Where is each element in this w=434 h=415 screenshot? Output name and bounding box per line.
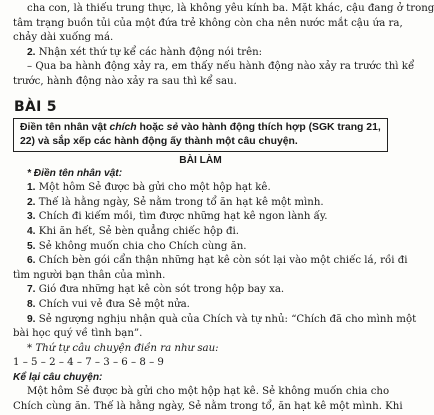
list-item [13,283,388,298]
list-item [13,225,388,240]
task-text-italic: sẻ [166,121,179,133]
item-text: Khi ăn hết, Sẻ bèn quẳng chiếc hộp đi. [38,225,239,237]
list-item-continued [13,327,388,342]
list-item [13,313,417,328]
list-item [13,298,388,313]
text-line: tâm trạng buồn tủi của một đứa trẻ không còn cha nên nước mắt cậu ứa ra, [13,17,403,29]
item-text: Gió đưa những hạt kê còn sót trong hộp bay xa. [38,284,285,296]
item-number: 5. [27,240,36,252]
list-item [13,181,388,196]
story-line: Chích cùng ăn. Thế là hằng ngày, Sẻ nằm trong tổ, ăn hạt kê một mình. Khi [13,401,403,413]
item-number: 8. [27,298,36,310]
item-text: bài học quý về tình bạn”. [13,328,143,340]
item-text: Nhận xét thứ tự kể các hành động nói trên: [38,46,263,58]
item-text: Chích đi kiếm mồi, tìm được những hạt kê ngon lành ấy. [38,211,328,223]
item-number: 1. [27,182,36,194]
answer-heading: BÀI LÀM [179,154,222,166]
task-box [13,118,388,152]
action-list [13,181,417,342]
text-line: cha con, là thiếu trung thực, là không yêu kính ba. Mặt khác, cậu đang ở trong [27,3,434,14]
item-text: Sẻ ngượng nghịu nhận quà của Chích và tự nhủ: “Chích đã cho mình một [38,313,417,325]
item-number: 3. [27,211,36,223]
list-item-continued [13,269,388,284]
task-text: vào hành động thích hợp (SGK trang 21, 22) và sắp xếp các hành động ấy thành một câu chuyện. [20,121,381,147]
item-number: 2. [27,196,36,208]
item-text: Thế là hằng ngày, Sẻ nằm trong tổ ăn hạt kê một mình. [38,196,324,208]
item-text: Sẻ không muốn chia cho Chích cùng ăn. [38,240,247,252]
order-sequence: 1 – 5 – 2 – 4 – 7 – 3 – 6 – 8 – 9 [13,357,164,369]
answer-line: – Qua ba hành động xảy ra, em thấy nếu hành động nào xảy ra trước thì kể [27,61,415,73]
item-text: tìm người bạn thân của mình. [13,269,166,281]
answer-line: trước, hành động nào xảy ra sau thì kể sau. [13,75,237,87]
list-item [13,196,388,211]
item-text: Chích vui vẻ đưa Sẻ một nửa. [38,298,190,310]
task-text: Điền tên nhân vật [20,121,110,133]
item-number: 4. [27,225,36,237]
subheading: * Điền tên nhân vật: [27,167,123,179]
order-heading: * Thứ tự câu chuyện điền ra như sau: [27,342,219,354]
item-number: 7. [27,284,36,296]
story-line: Một hôm Sẻ được bà gửi cho một hộp hạt kê. Sẻ không muốn chia cho [27,386,390,398]
item-number: 9. [27,313,36,325]
item-number: 6. [27,255,36,267]
item-text: Chích bèn gói cẩn thận những hạt kê còn sót lại vào một chiếc lá, rồi đi [38,255,408,267]
item-2 [13,46,388,61]
section-title: BÀI 5 [14,98,57,115]
list-item [13,240,388,255]
text-line: chảy dài xuống má. [13,32,114,44]
list-item [13,210,388,225]
task-text-italic: chích [109,121,137,133]
item-text: Một hôm Sẻ được bà gửi cho một hộp hạt kê. [38,182,271,194]
task-text: hoặc [136,121,167,133]
list-item [13,254,408,269]
item-number: 2. [27,46,36,58]
subheading: Kể lại câu chuyện: [13,371,103,383]
